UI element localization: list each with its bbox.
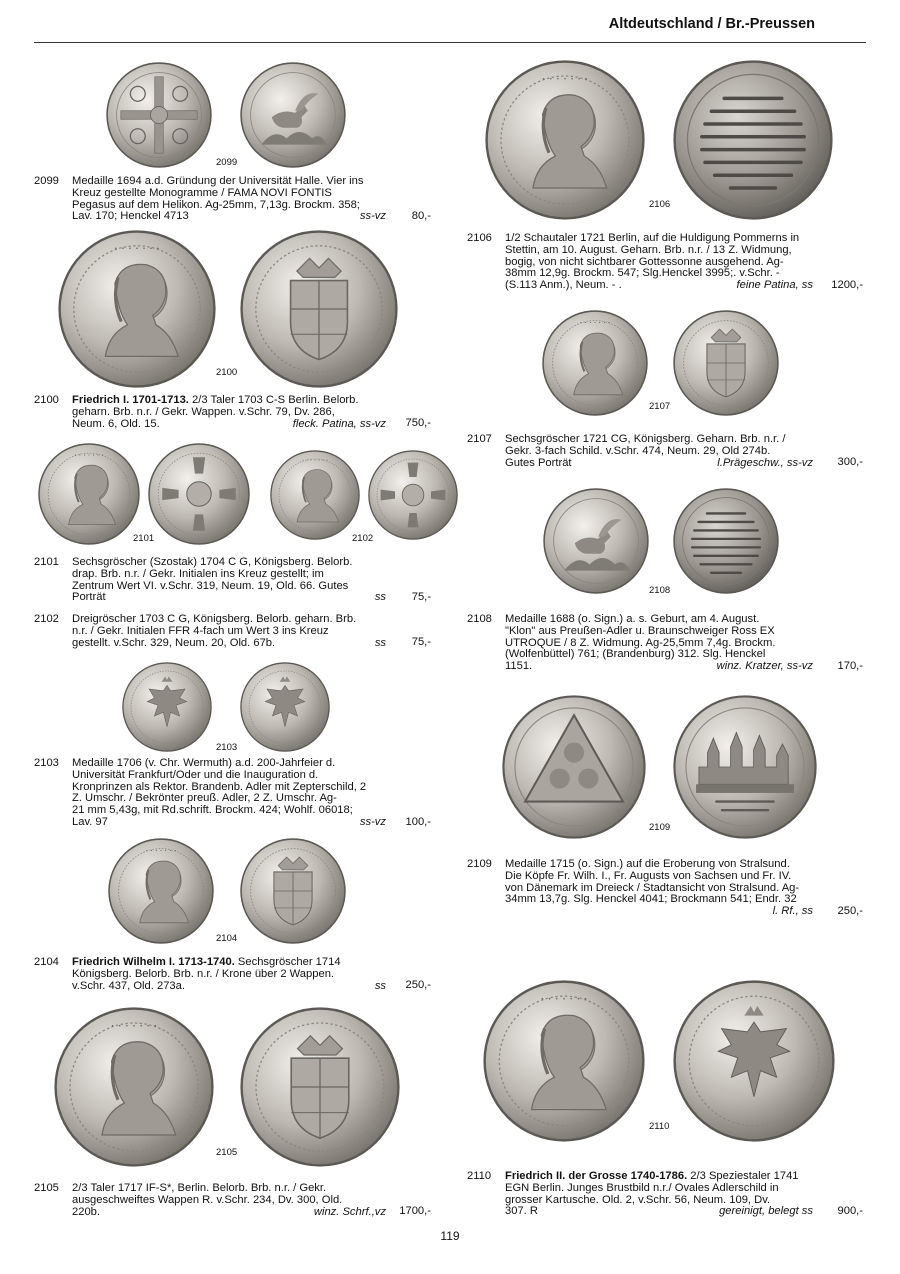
lot-text-line: "Klon" aus Preußen-Adler u. Braunschweiger Ross EX bbox=[505, 624, 775, 637]
lot-entry bbox=[34, 395, 431, 435]
lot-price: 250,- bbox=[837, 905, 863, 917]
lot-entry bbox=[467, 233, 863, 295]
lot-entry bbox=[34, 557, 431, 607]
lot-text-line: Kronprinzen als Rektor. Brandenb. Adler mit Zepterschild, 2 bbox=[72, 780, 367, 793]
image-label-2100: 2100 bbox=[216, 367, 238, 378]
lot-text-line: ausgeschweiftes Wappen R. v.Schr. 234, Dv. 300, Old. bbox=[72, 1193, 343, 1206]
coin-2105-obverse bbox=[54, 1007, 214, 1167]
lot-text-line: Zentrum Wert VI. v.Schr. 319, Neum. 19, Old. 66. Gutes bbox=[72, 579, 349, 592]
lot-text-line: 307. R bbox=[505, 1205, 538, 1218]
coin-2110-obverse bbox=[483, 980, 645, 1142]
lot-grade: winz. Kratzer, ss-vz bbox=[716, 660, 813, 673]
lot-text-line: Gekr. 3-fach Schild. v.Schr. 474, Neum. 29, Old 274b. bbox=[505, 444, 771, 457]
coin-2109-obverse bbox=[502, 695, 646, 839]
lot-text-line: Medaille 1694 a.d. Gründung der Universität Halle. Vier ins bbox=[72, 175, 364, 187]
lot-ruler: Friedrich II. der Grosse 1740-1786. bbox=[505, 1170, 688, 1182]
lot-text-line: von Dänemark im Dreieck / Stadtansicht von Stralsund. Ag- bbox=[505, 881, 800, 894]
coin-2105-reverse bbox=[240, 1007, 400, 1167]
lot-price: 80,- bbox=[411, 210, 431, 222]
lot-price: 300,- bbox=[837, 456, 863, 468]
lot-grade: ss bbox=[374, 979, 386, 992]
lot-text-line: Sechsgröscher 1714 bbox=[234, 956, 341, 968]
lot-text-line: (Wolfenbüttel) 761; (Brandenburg) 312. Slg. Henckel bbox=[505, 648, 766, 661]
coin-2107-obverse bbox=[542, 310, 648, 416]
lot-ruler: Friedrich Wilhelm I. 1713-1740. bbox=[72, 956, 235, 968]
lot-text-line: 38mm 12,9g. Brockm. 547; Slg.Henckel 3995;. v.Schr. - bbox=[505, 267, 780, 280]
lot-grade: gereinigt, belegt ss bbox=[719, 1205, 813, 1218]
coin-2104-reverse bbox=[240, 838, 346, 944]
lot-entry bbox=[467, 614, 863, 676]
lot-entry bbox=[34, 176, 431, 226]
lot-text-line: Neum. 6, Old. 15. bbox=[72, 417, 160, 430]
lot-grade: feine Patina, ss bbox=[736, 279, 813, 292]
lot-entry bbox=[34, 1183, 431, 1223]
lot-price: 75,- bbox=[411, 591, 431, 603]
lot-grade: l. Rf., ss bbox=[772, 905, 813, 918]
lot-text-line: Sechsgröscher 1721 CG, Königsberg. Geharn. Brb. n.r. / bbox=[505, 433, 786, 445]
lot-grade: ss-vz bbox=[359, 815, 386, 828]
lot-text-line: Pegasus auf dem Helikon. Ag-25mm, 7,13g. Brockm. 358; bbox=[72, 198, 360, 211]
image-label-2109: 2109 bbox=[649, 822, 671, 833]
lot-entry bbox=[34, 614, 431, 654]
lot-price: 900,- bbox=[837, 1205, 863, 1217]
lot-number: 2109 bbox=[467, 858, 492, 870]
lot-text-line: Medaille 1688 (o. Sign.) a. s. Geburt, am 4. August. bbox=[505, 613, 760, 625]
lot-text-line: Die Köpfe Fr. Wilh. I., Fr. Augusts von Sachsen und Fr. IV. bbox=[505, 869, 792, 882]
lot-grade: ss bbox=[374, 591, 386, 604]
lot-text-line: 220b. bbox=[72, 1205, 100, 1218]
lot-entry bbox=[34, 957, 431, 997]
coin-2099-reverse bbox=[240, 62, 346, 168]
coin-2103-obverse bbox=[122, 662, 212, 752]
coin-2108-reverse bbox=[673, 488, 779, 594]
lot-text-line: grosser Kartusche. Old. 2, v.Schr. 56, Neum. 109, Dv. bbox=[505, 1193, 771, 1206]
lot-text-line: gestellt. v.Schr. 329, Neum. 20, Old. 67b. bbox=[72, 636, 276, 649]
lot-text-line: 21 mm 5,43g, mit Rd.schrift. Brockm. 424; Wohlf. 06018; bbox=[72, 804, 353, 817]
lot-text-line: Gutes Porträt bbox=[505, 456, 572, 469]
image-label-2102: 2102 bbox=[352, 533, 374, 544]
page-number: 119 bbox=[440, 1229, 460, 1243]
lot-text-line: 1/2 Schautaler 1721 Berlin, auf die Huldigung Pommerns in bbox=[505, 232, 800, 244]
lot-text-line: (S.113 Anm.), Neum. - . bbox=[505, 279, 622, 292]
coin-2100-obverse bbox=[58, 230, 216, 388]
lot-text-line: 2/3 Taler 1717 IF-S*, Berlin. Belorb. Brb. n.r. / Gekr. bbox=[72, 1182, 327, 1194]
lot-price: 100,- bbox=[405, 816, 431, 828]
lot-price: 750,- bbox=[405, 417, 431, 429]
header-rule bbox=[34, 42, 866, 43]
lot-text-line: Königsberg. Belorb. Brb. n.r. / Krone über 2 Wappen. bbox=[72, 967, 335, 980]
lot-text-line: 2/3 Speziestaler 1741 bbox=[687, 1170, 799, 1182]
lot-text-line: 34mm 13,7g. Slg. Henckel 4041; Brockmann 541; Endr. 32 bbox=[505, 893, 797, 906]
coin-2102-reverse bbox=[368, 450, 458, 540]
lot-text-line: n.r. / Gekr. Initialen FFR 4-fach um Wert 3 ins Kreuz bbox=[72, 624, 329, 637]
lot-number: 2106 bbox=[467, 232, 492, 244]
coin-2103-reverse bbox=[240, 662, 330, 752]
image-label-2105: 2105 bbox=[216, 1147, 238, 1158]
lot-number: 2102 bbox=[34, 613, 59, 625]
lot-entry bbox=[467, 859, 863, 921]
lot-number: 2099 bbox=[34, 175, 59, 187]
lot-price: 1200,- bbox=[831, 279, 863, 291]
image-label-2103: 2103 bbox=[216, 742, 238, 753]
lot-text-line: 1151. bbox=[505, 660, 533, 673]
coin-2102-obverse bbox=[270, 450, 360, 540]
lot-text-line: Lav. 97 bbox=[72, 815, 108, 828]
lot-text-line: Medaille 1706 (v. Chr. Wermuth) a.d. 200-Jahrfeier d. bbox=[72, 757, 336, 769]
image-label-2110: 2110 bbox=[649, 1121, 670, 1132]
lot-price: 1700,- bbox=[399, 1205, 431, 1217]
coin-2110-reverse bbox=[673, 980, 835, 1142]
lot-price: 250,- bbox=[405, 979, 431, 991]
image-label-2099: 2099 bbox=[216, 157, 238, 168]
lot-number: 2107 bbox=[467, 433, 492, 445]
coin-2104-obverse bbox=[108, 838, 214, 944]
image-label-2107: 2107 bbox=[649, 401, 671, 412]
coin-2108-obverse bbox=[543, 488, 649, 594]
coin-2099-obverse bbox=[106, 62, 212, 168]
lot-text-line: bogig, von nicht sichtbarer Gottessonne ausgehend. Ag- bbox=[505, 255, 784, 268]
coin-2106-obverse bbox=[485, 60, 645, 220]
lot-entry bbox=[34, 758, 431, 833]
lot-text-line: Universität Frankfurt/Oder und die Inauguration d. bbox=[72, 768, 319, 781]
lot-grade: ss bbox=[374, 636, 386, 649]
coin-2106-reverse bbox=[673, 60, 833, 220]
coin-2101-reverse bbox=[148, 443, 250, 545]
lot-text-line: 2/3 Taler 1703 C-S Berlin. Belorb. bbox=[188, 394, 359, 406]
coin-2100-reverse bbox=[240, 230, 398, 388]
lot-text-line: drap. Brb. n.r. / Gekr. Initialen ins Kreuz gestellt; im bbox=[72, 567, 324, 580]
lot-number: 2100 bbox=[34, 394, 59, 406]
lot-text-line: Lav. 170; Henckel 4713 bbox=[72, 210, 189, 223]
lot-text-line: Z. Umschr. / Bekrönter preuß. Adler, 2 Z. Umschr. Ag- bbox=[72, 792, 337, 805]
image-label-2106: 2106 bbox=[649, 199, 671, 210]
lot-number: 2110 bbox=[467, 1170, 492, 1182]
lot-text-line: Dreigröscher 1703 C G, Königsberg. Belorb. geharn. Brb. bbox=[72, 613, 357, 625]
image-label-2104: 2104 bbox=[216, 933, 238, 944]
lot-number: 2101 bbox=[34, 556, 59, 568]
lot-text-line: Kreuz gestellte Monogramme / FAMA NOVI FONTIS bbox=[72, 186, 332, 199]
lot-number: 2105 bbox=[34, 1182, 59, 1194]
lot-number: 2103 bbox=[34, 757, 59, 769]
lot-text-line: EGN Berlin. Junges Brustbild n.r./ Ovales Adlerschild in bbox=[505, 1181, 779, 1194]
lot-text-line: v.Schr. 437, Old. 273a. bbox=[72, 979, 185, 992]
lot-grade: ss-vz bbox=[359, 210, 386, 223]
lot-grade: winz. Schrf.,vz bbox=[313, 1205, 386, 1218]
coin-2107-reverse bbox=[673, 310, 779, 416]
lot-number: 2108 bbox=[467, 613, 492, 625]
lot-grade: l.Prägeschw., ss-vz bbox=[717, 456, 813, 469]
coin-2109-reverse bbox=[673, 695, 817, 839]
image-label-2108: 2108 bbox=[649, 585, 671, 596]
lot-text-line: geharn. Brb. n.r. / Gekr. Wappen. v.Schr. 79, Dv. 286, bbox=[72, 405, 335, 418]
lot-entry bbox=[467, 1171, 863, 1223]
page-header-title: Altdeutschland / Br.-Preussen bbox=[608, 16, 815, 32]
lot-text-line: Porträt bbox=[72, 591, 106, 604]
image-label-2101: 2101 bbox=[133, 533, 155, 544]
lot-price: 75,- bbox=[411, 636, 431, 648]
lot-text-line: Medaille 1715 (o. Sign.) auf die Eroberung von Stralsund. bbox=[505, 858, 790, 870]
lot-ruler: Friedrich I. 1701-1713. bbox=[72, 394, 189, 406]
lot-grade: fleck. Patina, ss-vz bbox=[292, 417, 386, 430]
lot-price: 170,- bbox=[837, 660, 863, 672]
lot-number: 2104 bbox=[34, 956, 59, 968]
lot-text-line: Sechsgröscher (Szostak) 1704 C G, Königsberg. Belorb. bbox=[72, 556, 353, 568]
lot-entry bbox=[467, 434, 863, 474]
lot-text-line: UTROQUE / 8 Z. Widmung. Ag-25,5mm 7,4g. Brockm. bbox=[505, 636, 776, 649]
lot-text-line: Stettin, am 10. August. Geharn. Brb. n.r. / 13 Z. Widmung, bbox=[505, 243, 792, 256]
coin-2101-obverse bbox=[38, 443, 140, 545]
